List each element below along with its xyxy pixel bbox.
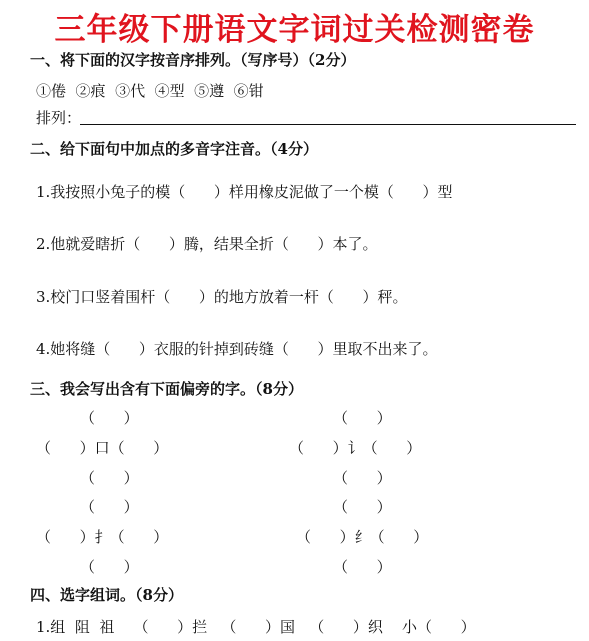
radical-row-kou: （ ）口（ ）: [36, 439, 169, 457]
sentence-item-2: 2.他就爱瞎折（ ）腾，结果全折（ ）本了。: [36, 235, 378, 253]
answer-label: 排列：: [36, 109, 82, 127]
answer-line[interactable]: [80, 124, 576, 125]
sentence-item-3: 3.校门口竖着围杆（ ）的地方放着一杆（ ）秤。: [36, 288, 408, 306]
radical-row-shou: （ ）扌（ ）: [36, 528, 169, 546]
radical-box-left-bottom-2: （ ）: [80, 558, 139, 576]
radical-box-left-top-2: （ ）: [80, 498, 139, 516]
sentence-item-4: 4.她将缝（ ）衣服的针掉到砖缝（ ）里取不出来了。: [36, 340, 438, 358]
character-list: ①倦 ②痕 ③代 ④型 ⑤遵 ⑥钳: [36, 82, 264, 100]
word-choice-row-1: 1.组 阻 祖 （ ）拦 （ ）国 （ ）织 小（ ）: [36, 618, 476, 636]
radical-row-si: （ ）纟（ ）: [296, 528, 429, 546]
sentence-item-1: 1.我按照小兔子的模（ ）样用橡皮泥做了一个模（ ）型: [36, 183, 453, 201]
radical-row-yan: （ ）讠（ ）: [289, 439, 422, 457]
radical-box-left-top: （ ）: [80, 409, 139, 427]
radical-box-right-bottom: （ ）: [333, 469, 392, 487]
radical-box-right-top: （ ）: [333, 409, 392, 427]
section3-heading: 三、我会写出含有下面偏旁的字。（8分）: [30, 380, 303, 398]
radical-box-right-top-2: （ ）: [333, 498, 392, 516]
section4-heading: 四、选字组词。（8分）: [30, 586, 183, 604]
page-title: 三年级下册语文字词过关检测密卷: [54, 12, 535, 48]
radical-box-left-bottom: （ ）: [80, 469, 139, 487]
section2-heading: 二、给下面句中加点的多音字注音。（4分）: [30, 140, 318, 158]
radical-box-right-bottom-2: （ ）: [333, 558, 392, 576]
section1-heading: 一、将下面的汉字按音序排列。（写序号）（2分）: [30, 51, 356, 69]
